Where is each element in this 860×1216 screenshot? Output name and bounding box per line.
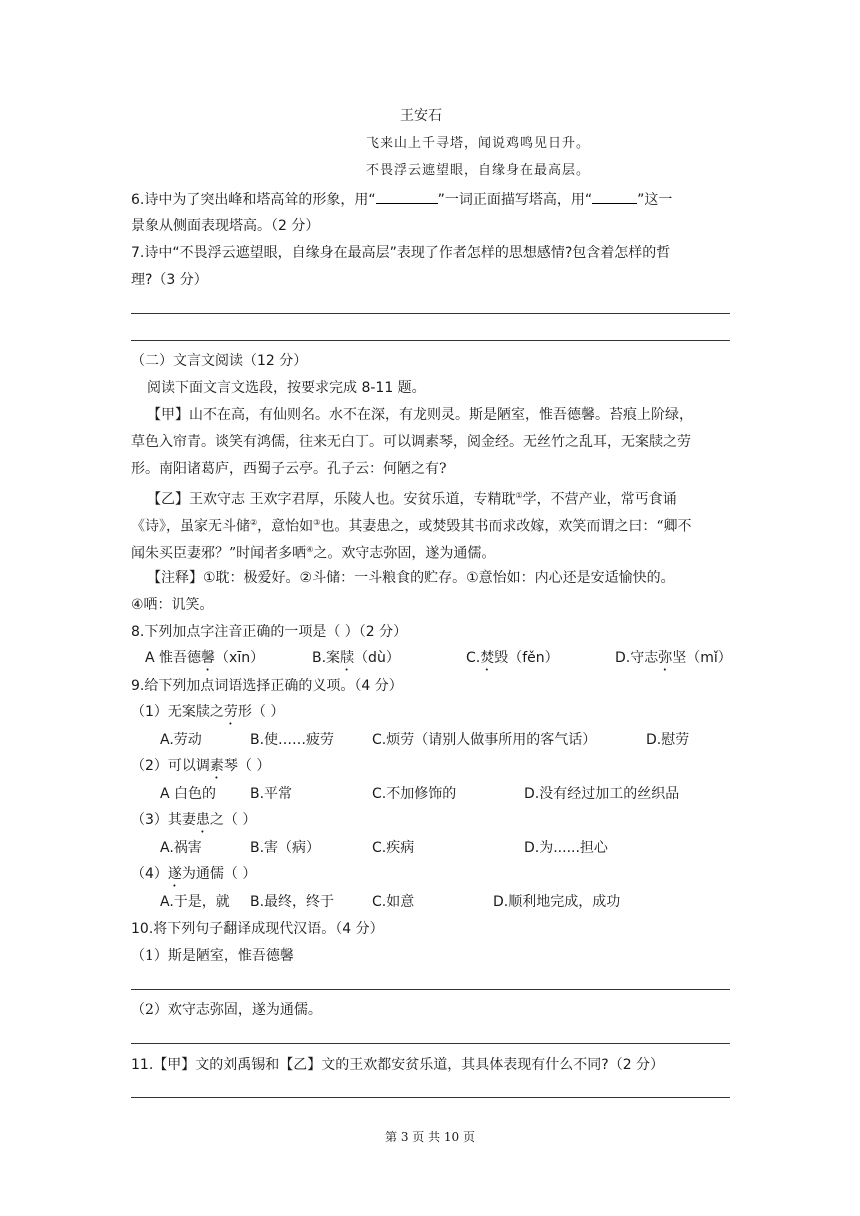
q9-1-option-a[interactable]: A.劳动 [160, 732, 202, 748]
option-text: D.守志 [615, 650, 659, 666]
q9-sub-1 [131, 702, 284, 728]
q9-3-option-b[interactable]: B.害（病） [250, 840, 321, 856]
q9-sub-4 [131, 864, 256, 890]
dotted-char: 遂 [167, 866, 182, 882]
note-ref-1: ① [515, 491, 523, 500]
option-text: （dù） [354, 650, 400, 666]
option-text: 坚（mǐ） [672, 650, 732, 666]
answer-line-q10-1[interactable] [131, 989, 730, 990]
section-2-title: （二）文言文阅读（12 分） [131, 353, 308, 369]
passage-yi-text: 《诗》，虽家无斗储 [131, 518, 250, 535]
q9-3-option-a[interactable]: A.祸害 [160, 840, 202, 856]
note-ref-4: ④ [306, 545, 314, 554]
question-8-stem: 8.下列加点字注音正确的一项是（ ）（2 分） [131, 624, 408, 640]
sub-text: 之（ ） [209, 812, 257, 828]
poem-line-2: 不畏浮云遮望眼，自缘身在最高层。 [366, 163, 591, 178]
q9-2-option-d[interactable]: D.没有经过加工的丝织品 [524, 786, 680, 802]
q8-option-a[interactable] [145, 648, 264, 674]
dotted-char: 馨 [201, 650, 216, 666]
q6-blank-2[interactable] [592, 189, 637, 204]
dotted-char: 患 [195, 812, 210, 828]
q9-4-option-b[interactable]: B.最终，终于 [250, 894, 335, 910]
q9-4-option-c[interactable]: C.如意 [372, 894, 415, 910]
question-6-line-1 [131, 189, 672, 210]
option-text: B.案 [312, 650, 341, 666]
question-7-line-1: 7.诗中“不畏浮云遮望眼，自缘身在最高层”表现了作者怎样的思想感情?包含着怎样的哲 [131, 245, 671, 261]
q9-3-option-d[interactable]: D.为......担心 [524, 840, 608, 856]
q8-option-d[interactable] [615, 648, 732, 674]
q9-4-option-d[interactable]: D.顺利地完成，成功 [493, 894, 621, 910]
dotted-char: 弥 [658, 650, 673, 666]
sub-text: （1）无案牍之 [131, 704, 224, 720]
notes-line-2: ④哂：讥笑。 [131, 597, 214, 613]
section-2-instruction: 阅读下面文言文选段，按要求完成 8-11 题。 [147, 380, 426, 396]
passage-yi-text: 也。其妻患之，或焚毁其书而求改嫁，欢笑而谓之曰：“卿不 [320, 518, 692, 535]
passage-jia-line-2: 草色入帘青。谈笑有鸿儒，往来无白丁。可以调素琴，阅金经。无丝竹之乱耳，无案牍之劳 [131, 434, 691, 450]
question-6-line-2: 景象从侧面表现塔高。（2 分） [131, 218, 320, 234]
sub-text: 形（ ） [237, 704, 285, 720]
page-footer: 第 3 页 共 10 页 [385, 1130, 475, 1144]
q9-sub-3 [131, 810, 256, 836]
dotted-char: 牍 [340, 650, 355, 666]
option-text: （xīn） [215, 650, 265, 666]
option-text: A 惟吾德 [145, 650, 202, 666]
passage-yi-line-3 [131, 540, 495, 564]
answer-line-q7-2[interactable] [131, 340, 730, 341]
notes-line-1: 【注释】①耽：极爱好。②斗储：一斗粮食的贮存。①意怡如：内心还是安适愉快的。 [147, 570, 675, 586]
sub-text: 琴（ ） [223, 758, 271, 774]
q9-4-option-a[interactable]: A.于是，就 [160, 894, 230, 910]
q6-text-3: ”这一 [637, 192, 673, 208]
answer-line-q10-2[interactable] [131, 1043, 730, 1044]
q10-sentence-2: （2）欢守志弥固，遂为通儒。 [131, 1002, 322, 1018]
q6-text-1: 6.诗中为了突出峰和塔高耸的形象，用“ [131, 192, 376, 208]
question-11-stem: 11.【甲】文的刘禹锡和【乙】文的王欢都安贫乐道，其具体表现有什么不同?（2 分） [131, 1057, 665, 1073]
sub-text: 为通儒（ ） [181, 866, 257, 882]
poem-line-1: 飞来山上千寻塔，闻说鸡鸣见日升。 [366, 136, 591, 151]
sub-text: （3）其妻 [131, 812, 196, 828]
question-7-line-2: 理?（3 分） [131, 272, 208, 288]
q9-1-option-b[interactable]: B.使……疲劳 [250, 732, 335, 748]
sub-text: （4） [131, 866, 168, 882]
passage-jia-line-1: 【甲】山不在高，有仙则名。水不在深，有龙则灵。斯是陋室，惟吾德馨。苔痕上阶绿， [147, 407, 693, 423]
dotted-char: 劳 [223, 704, 238, 720]
passage-yi-text: 闻朱买臣妻邪？”时闻者多哂 [131, 545, 307, 562]
q9-2-option-b[interactable]: B.平常 [250, 786, 293, 802]
answer-line-q7-1[interactable] [131, 313, 730, 314]
poem-author: 王安石 [400, 108, 442, 124]
option-text: C. [466, 650, 481, 666]
q10-sentence-1: （1）斯是陋室，惟吾德馨 [131, 948, 294, 964]
passage-yi-text: 【乙】王欢守志 王欢字君厚，乐陵人也。安贫乐道，专精耽 [147, 491, 516, 508]
q9-3-option-c[interactable]: C.疾病 [372, 840, 415, 856]
q9-sub-2 [131, 756, 270, 782]
passage-yi-text: 学，不营产业，常丐食诵 [522, 491, 677, 508]
q6-text-2: ”一词正面描写塔高，用“ [437, 192, 593, 208]
option-text: 毁（fěn） [494, 650, 559, 666]
passage-yi-text: 之。欢守志弥固，遂为通儒。 [313, 545, 496, 562]
sub-text: （2）可以调 [131, 758, 210, 774]
question-10-stem: 10.将下列句子翻译成现代汉语。（4 分） [131, 921, 384, 937]
q8-option-b[interactable] [312, 648, 400, 674]
q9-1-option-c[interactable]: C.烦劳（请别人做事所用的客气话） [372, 732, 597, 748]
answer-line-q11[interactable] [131, 1097, 730, 1098]
passage-yi-text: ，意怡如 [257, 518, 314, 535]
passage-yi-line-1 [147, 486, 677, 510]
dotted-char: 焚 [480, 650, 495, 666]
passage-yi-line-2 [131, 513, 692, 537]
passage-jia-line-3: 形。南阳诸葛庐，西蜀子云亭。孔子云：何陋之有? [131, 461, 447, 477]
question-9-stem: 9.给下列加点词语选择正确的义项。（4 分） [131, 678, 403, 694]
q9-2-option-c[interactable]: C.不加修饰的 [372, 786, 457, 802]
dotted-char: 素 [209, 758, 224, 774]
note-ref-2: ② [250, 518, 258, 527]
q9-2-option-a[interactable]: A 白色的 [160, 786, 217, 802]
q9-1-option-d[interactable]: D.慰劳 [646, 732, 690, 748]
note-ref-3: ③ [313, 518, 321, 527]
q8-option-c[interactable] [466, 648, 559, 674]
q6-blank-1[interactable] [376, 189, 438, 204]
